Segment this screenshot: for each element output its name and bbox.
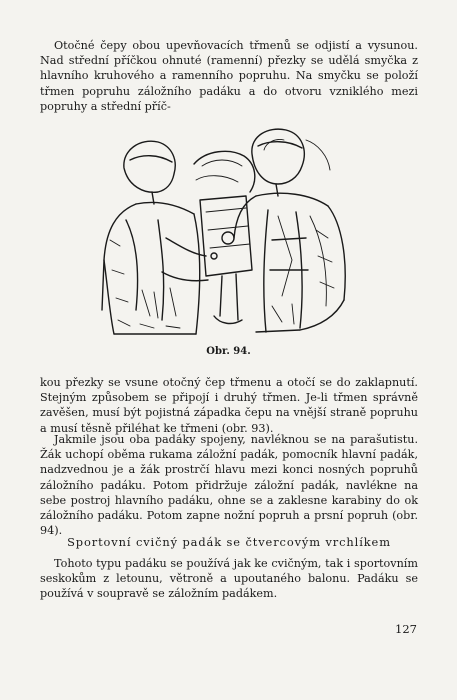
reserve-parachute-pack <box>194 151 255 323</box>
paragraph-2: kou přezky se vsune otočný čep třmenu a otočí se do zaklapnutí. Stejným způsobem se připojí i druhý třmen. Je-li třmen správně zavěšen, musí být pojistná západka čepu na vnější straně popruhu a musí těsně přiléhat ke třmeni (obr. 93). <box>40 376 418 435</box>
student-figure <box>234 129 345 332</box>
paragraph-3: Jakmile jsou oba padáky spojeny, navléknou se na parašutistu. Žák uchopí oběma rukama záložní padák, pomocník hlavní padák, nadzvednou je a žák prostrčí hlavu mezi konci nosných popruhů záložního padáku. Potom přidržuje záložní padák, navlékne na sebe postroj hlavního padáku, ohne se a zaklesne karabiny do ok záložního padáku. Potom zapne nožní popruh a prsní popruh (obr. 94). <box>40 433 418 538</box>
page-number: 127 <box>395 622 417 636</box>
paragraph-1: Otočné čepy obou upevňovacích třmenů se odjistí a vysunou. Nad střední příčkou ohnuté (ramenní) přezky se udělá smyčka z hlavního kruhového a ramenního popruhu. Na smyčku se položí třmen popruhu záložního padáku a do otvoru vzniklého mezi popruhy a střední příč- <box>40 39 418 113</box>
figure-caption: Obr. 94. <box>206 346 251 357</box>
section-heading: Sportovní cvičný padák se čtvercovým vrchlíkem <box>67 535 391 549</box>
paragraph-4: Tohoto typu padáku se používá jak ke cvičným, tak i sportovním seskokům z letounu, větroně a upoutaného balonu. Padáku se používá v soupravě se záložním padákem. <box>40 557 418 601</box>
figure-illustration <box>96 120 356 342</box>
helper-figure <box>102 141 208 334</box>
